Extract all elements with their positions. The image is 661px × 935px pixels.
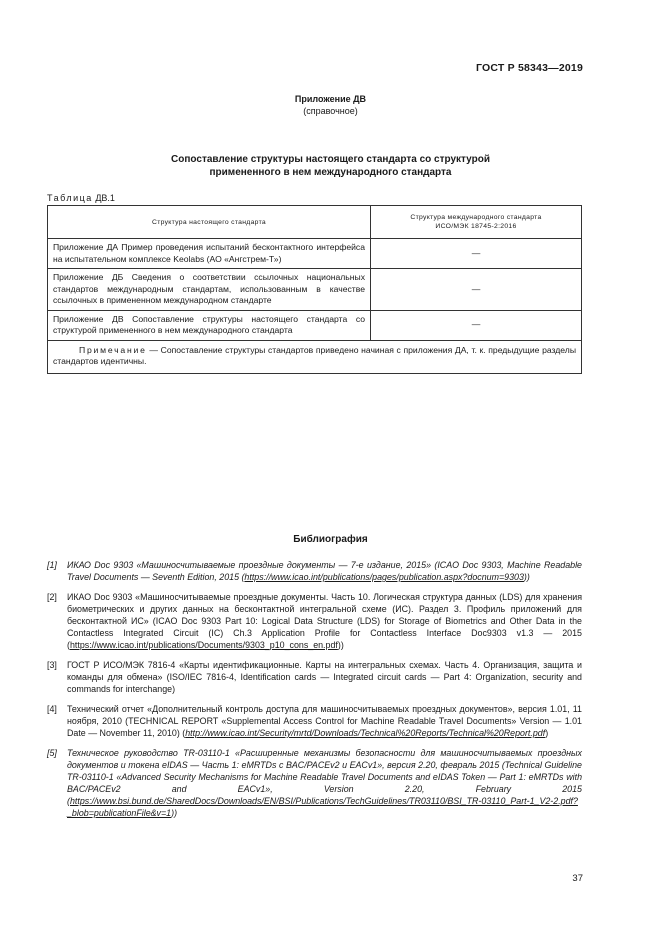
note-text: — Сопоставление структуры стандартов приведено начиная с приложения ДА, т. к. предыдущие разделы стандартов идентичны. — [53, 344, 576, 366]
page-number: 37 — [572, 873, 583, 884]
bibliography-citation: Технический отчет «Дополнительный контроль доступа для машиносчитываемых проездных документов», версия 1.01, 11 ноября, 2010 (TECHNICAL REPORT «Supplemental Access Control for Machine Readable Travel Documents» Version — 1.01 Date — November 11, 2010) ( — [67, 704, 582, 738]
bibliography-number: [5] — [47, 748, 57, 758]
bibliography-number: [3] — [47, 660, 57, 670]
table-row — [48, 310, 582, 340]
bibliography-link[interactable]: https://www.bsi.bund.de/SharedDocs/Downloads/EN/BSI/Publications/TechGuidelines/TR03110/BSI_TR-03110_Part-1_V2-2.pdf?_blob=publicationFile&v=1 — [67, 796, 578, 818]
bibliography-link[interactable]: https://www.icao.int/publications/Documents/9303_p10_cons_en.pdf — [69, 640, 338, 650]
table-label-word: Таблица — [47, 193, 93, 203]
table-note-row — [48, 340, 582, 373]
row-national-cell: Приложение ДБ Сведения о соответствии ссылочных национальных стандартов международным стандартам, использованным в качестве ссылочных в примененном международном стандарте — [48, 269, 371, 311]
bibliography-item — [47, 703, 582, 739]
bibliography-list — [47, 559, 582, 827]
table-label — [47, 193, 115, 203]
bibliography-item — [47, 591, 582, 651]
bibliography-item — [47, 559, 582, 583]
bibliography-text — [67, 591, 582, 651]
bibliography-number: [4] — [47, 704, 57, 714]
bibliography-tail: )) — [171, 808, 178, 818]
bibliography-text — [67, 559, 582, 583]
header-international-line1: Структура международного стандарта — [410, 214, 542, 221]
header-international-line2: ИСО/МЭК 18745-2:2016 — [435, 223, 517, 230]
table-label-number: ДВ.1 — [95, 193, 115, 203]
bibliography-tail: ) — [545, 728, 549, 738]
bibliography-text — [67, 659, 582, 695]
table-header-row — [48, 206, 582, 239]
bibliography-item — [47, 747, 582, 819]
bibliography-citation: ГОСТ Р ИСО/МЭК 7816-4 «Карты идентификационные. Карты на интегральных схемах. Часть 4. Организация, защита и команды для обмена» (ISO/IEC 7816-4, Identification cards — Integrated circuit cards — Part 4: Organization, security and commands for interchange) — [67, 660, 582, 694]
note-lead: Примечание — [79, 344, 147, 355]
standard-code: ГОСТ Р 58343—2019 — [475, 62, 583, 74]
header-national-structure: Структура настоящего стандарта — [48, 206, 371, 239]
bibliography-item — [47, 659, 582, 695]
comparison-table — [47, 205, 582, 374]
bibliography-citation: Техническое руководство TR-03110-1 «Расширенные механизмы безопасности для машиносчитываемых проездных документов и токена eIDAS — Часть 1: eMRTDs с BAC/PACEv2 и EACv1», версия 2.20, февраль 2015 (Technical Guideline TR-03110-1 «Advanced Security Mechanisms for Machine Readable Travel Documents and eIDAS Token — Part 1: eMRTDs with BAC/PACEv2 and EACv1», Version 2.20, February 2015 ( — [67, 748, 582, 806]
section-title — [0, 153, 661, 179]
bibliography-citation: ИКАО Doc 9303 «Машиносчитываемые проездные документы — 7-е издание, 2015» (ICAO Doc 9303, Machine Readable Travel Documents — Seventh Edition, 2015 ( — [67, 560, 582, 582]
row-national-cell: Приложение ДВ Сопоставление структуры настоящего стандарта со структурой примененного в нем международного стандарта — [48, 310, 371, 340]
bibliography-tail: )) — [337, 640, 344, 650]
bibliography-text — [67, 703, 582, 739]
bibliography-link[interactable]: http://www.icao.int/Security/mrtd/Downloads/Technical%20Reports/Technical%20Report.pdf — [185, 728, 546, 738]
section-title-line1: Сопоставление структуры настоящего стандарта со структурой — [171, 154, 490, 165]
appendix-title: Приложение ДВ — [294, 94, 367, 104]
bibliography-text — [67, 747, 582, 819]
appendix-subtitle: (справочное) — [303, 106, 358, 116]
appendix-heading — [0, 93, 661, 117]
section-title-line2: примененного в нем международного стандарта — [209, 167, 452, 178]
table-row — [48, 269, 582, 311]
bibliography-citation: ИКАО Doc 9303 «Машиносчитываемые проездные документы. Часть 10. Логическая структура данных (LDS) для хранения биометрических и других данных на бесконтактной интегральной схеме (ИС). Раздел 3. Профиль приложений для бесконтактной ИС» (ICAO Doc 9303 Part 10: Logical Data Structure (LDS) for Storage of Biometrics and Other Data in the Contactless Integrated Circuit (IC) Ch.3 Application Profile for Contactless Interface Doc9303 v1.3 — 2015 ( — [67, 592, 582, 650]
row-international-cell: — — [371, 269, 582, 311]
header-international-structure — [371, 206, 582, 239]
row-international-cell: — — [371, 310, 582, 340]
bibliography-number: [2] — [47, 592, 57, 602]
table-row — [48, 239, 582, 269]
bibliography-number: [1] — [47, 560, 57, 570]
bibliography-title: Библиография — [293, 534, 368, 545]
table-note — [48, 340, 582, 373]
bibliography-link[interactable]: https://www.icao.int/publications/pages/publication.aspx?docnum=9303 — [244, 572, 524, 582]
bibliography-tail: )) — [523, 572, 530, 582]
row-international-cell: — — [371, 239, 582, 269]
row-national-cell: Приложение ДА Пример проведения испытаний бесконтактного интерфейса на испытательном комплексе Keolabs (АО «Ангстрем-Т») — [48, 239, 371, 269]
